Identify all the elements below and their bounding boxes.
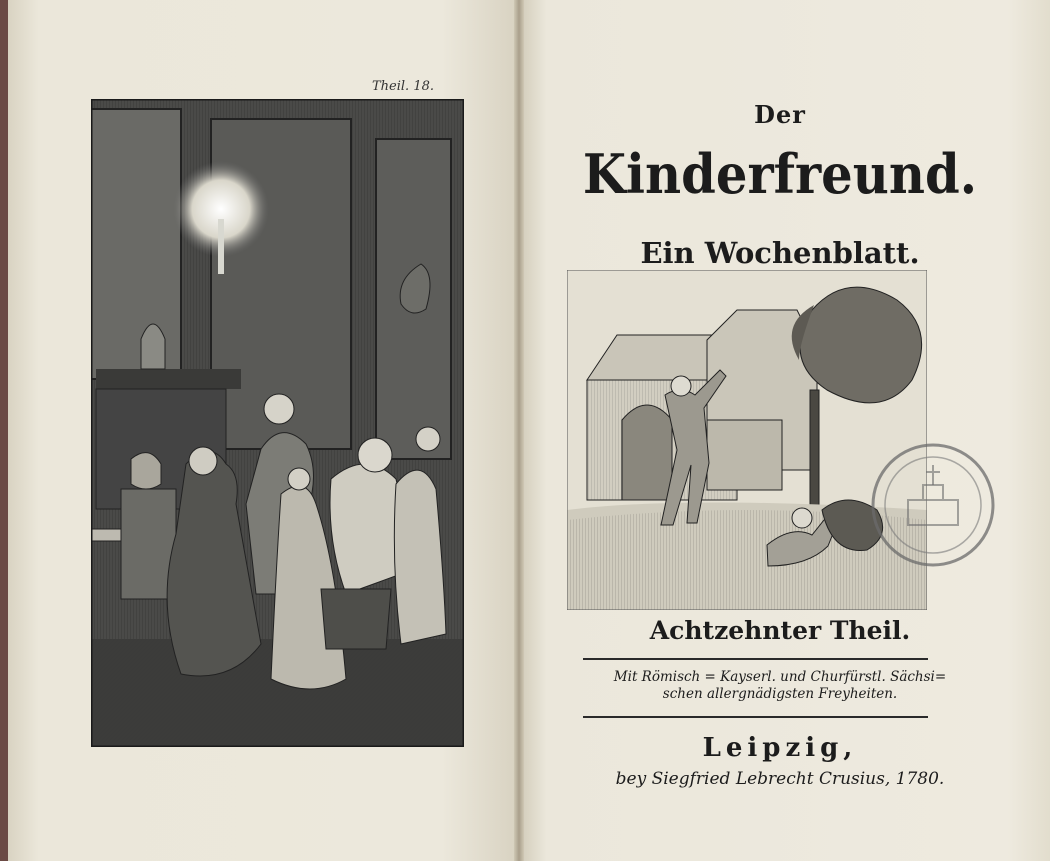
part-designation: Achtzehnter Theil. — [649, 616, 911, 645]
title-article: Der — [754, 100, 806, 129]
library-stamp — [868, 430, 998, 580]
privilege-line-1: Mit Römisch = Kayserl. und Churfürstl. Sächsi= — [613, 669, 947, 685]
book-gutter — [514, 0, 524, 861]
main-title: Kinderfreund. — [582, 142, 978, 206]
divider-bottom — [583, 716, 928, 718]
privilege-line-2: schen allergnädigsten Freyheiten. — [662, 686, 898, 702]
divider-top — [583, 658, 928, 660]
frontispiece-engraving — [91, 99, 464, 747]
subtitle: Ein Wochenblatt. — [640, 236, 920, 270]
plate-caption: Theil. 18. — [372, 79, 434, 94]
imprint-publisher: bey Siegfried Lebrecht Crusius, 1780. — [615, 769, 945, 789]
imprint-city: Leipzig, — [702, 733, 858, 763]
privilege-notice — [530, 669, 1030, 703]
